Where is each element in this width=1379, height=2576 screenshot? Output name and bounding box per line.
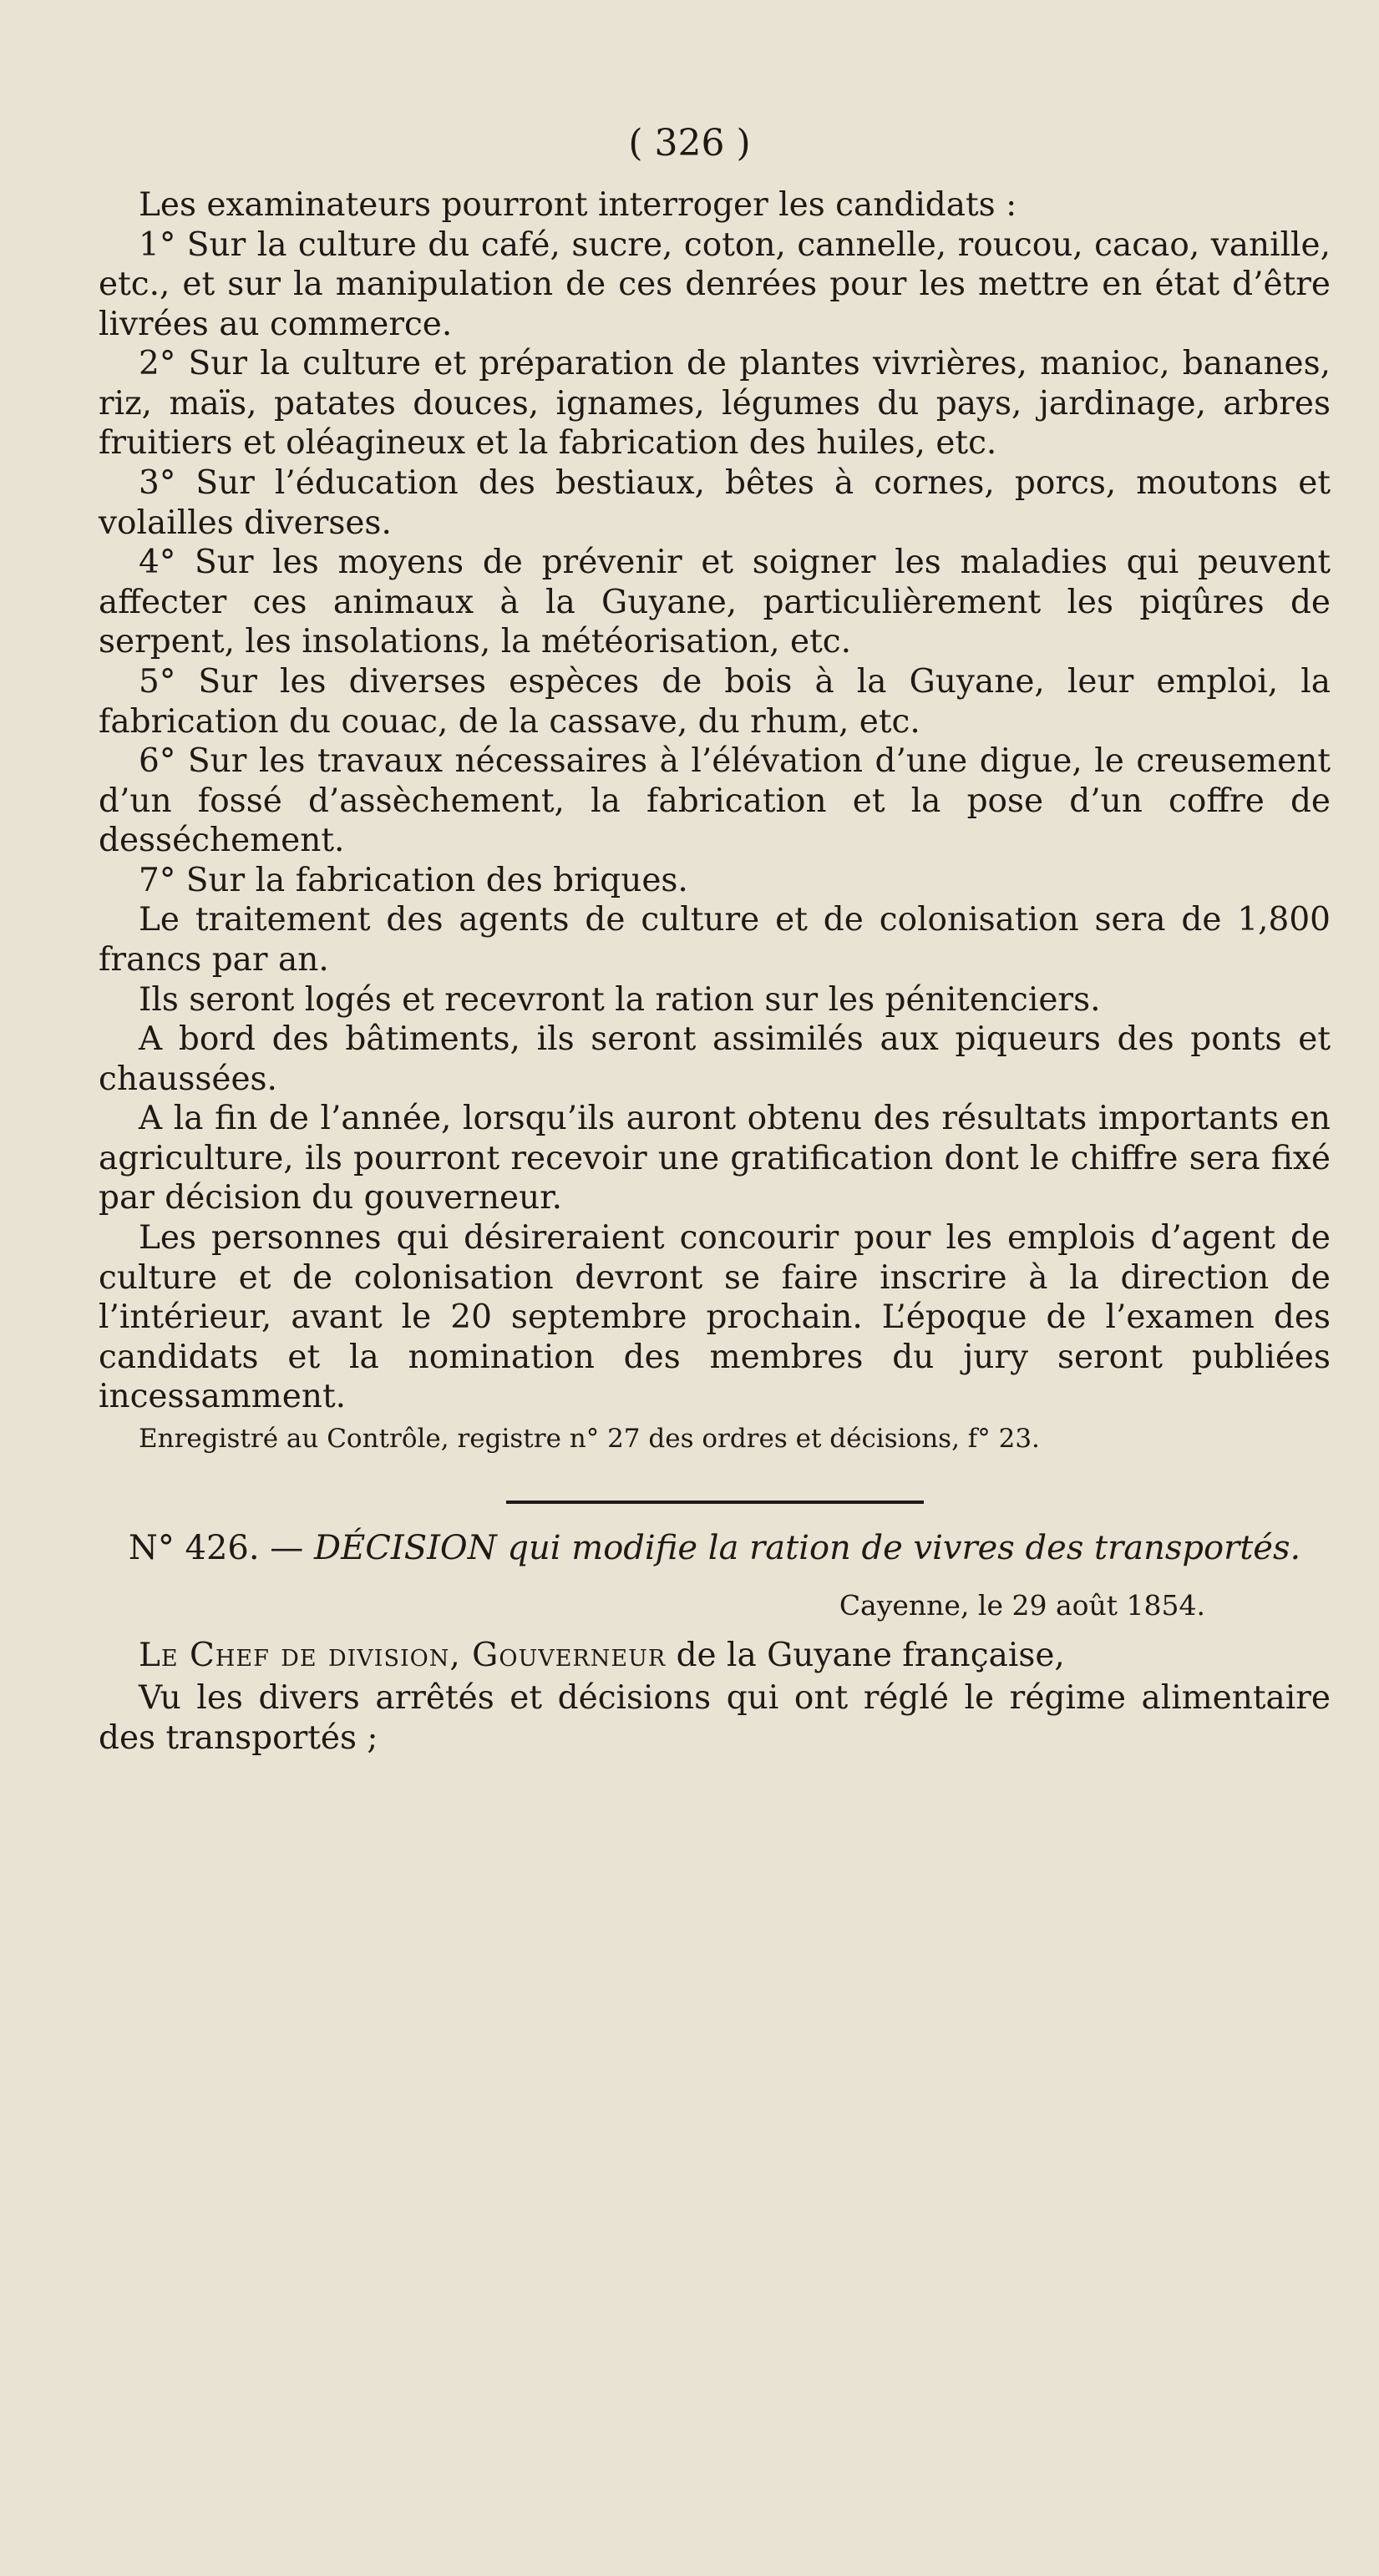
- paragraph-item-7: 7° Sur la fabrication des briques.: [139, 861, 688, 899]
- paragraph-intro: Les examinateurs pourront interroger les candidats :: [139, 186, 1017, 224]
- paragraph-gratification: A la fin de l’année, lorsqu’ils auront obtenu des résultats importants en agriculture, ils pourront recevoir une gratification dont le chiffre sera fixé par décision du gouverneur.: [99, 1100, 1331, 1217]
- place-and-date: Cayenne, le 29 août 1854.: [839, 1588, 1205, 1622]
- issuer-title: Le Chef de division, Gouverneur: [139, 1636, 667, 1674]
- decision-heading: [99, 1527, 1331, 1570]
- paragraph-lodging: Ils seront logés et recevront la ration sur les pénitenciers.: [139, 980, 1101, 1019]
- paragraph-item-4: 4° Sur les moyens de prévenir et soigner les maladies qui peuvent affecter ces animaux à la Guyane, particulièrement les piqûres de serpent, les insolations, la météorisation, etc.: [99, 544, 1331, 661]
- decision-issuer: [99, 1636, 1331, 1676]
- paragraph-aboard: A bord des bâtiments, ils seront assimilés aux piqueurs des ponts et chaussées.: [99, 1020, 1331, 1098]
- registration-note: Enregistré au Contrôle, registre n° 27 des ordres et décisions, f° 23.: [139, 1423, 1040, 1454]
- decision-considerant: Vu les divers arrêtés et décisions qui ont réglé le régime alimentaire des transportés ;: [99, 1679, 1331, 1757]
- paragraph-item-1: 1° Sur la culture du café, sucre, coton, cannelle, roucou, cacao, vanille, etc., et sur la manipulation de ces denrées pour les mettre en état d’être livrées au commerce.: [99, 225, 1331, 343]
- issuer-territory: de la Guyane française,: [666, 1636, 1065, 1674]
- paragraph-item-6: 6° Sur les travaux nécessaires à l’élévation d’une digue, le creusement d’un fossé d’assèchement, la fabrication et la pose d’un coffre de desséchement.: [99, 742, 1331, 860]
- paragraph-registration: Les personnes qui désireraient concourir pour les emplois d’agent de culture et de colonisation devront se faire inscrire à la direction de l’intérieur, avant le 20 septembre prochain. L’époque de l’examen des candidats et la nomination des membres du jury seront publiées incessamment.: [99, 1219, 1331, 1416]
- page-number: ( 326 ): [628, 122, 751, 164]
- decision-title: DÉCISION qui modifie la ration de vivres des transportés.: [314, 1528, 1301, 1567]
- paragraph-item-5: 5° Sur les diverses espèces de bois à la Guyane, leur emploi, la fabrication du couac, de la cassave, du rhum, etc.: [99, 662, 1331, 741]
- paragraph-salary: Le traitement des agents de culture et de colonisation sera de 1,800 francs par an.: [99, 901, 1331, 979]
- decision-number: N° 426. —: [128, 1528, 304, 1567]
- section-divider: [506, 1501, 924, 1504]
- paragraph-item-3: 3° Sur l’éducation des bestiaux, bêtes à cornes, porcs, moutons et volailles diverses.: [99, 464, 1331, 542]
- paragraph-item-2: 2° Sur la culture et préparation de plantes vivrières, manioc, bananes, riz, maïs, patates douces, ignames, légumes du pays, jardinage, arbres fruitiers et oléagineux et la fabrication des huiles, etc.: [99, 345, 1331, 463]
